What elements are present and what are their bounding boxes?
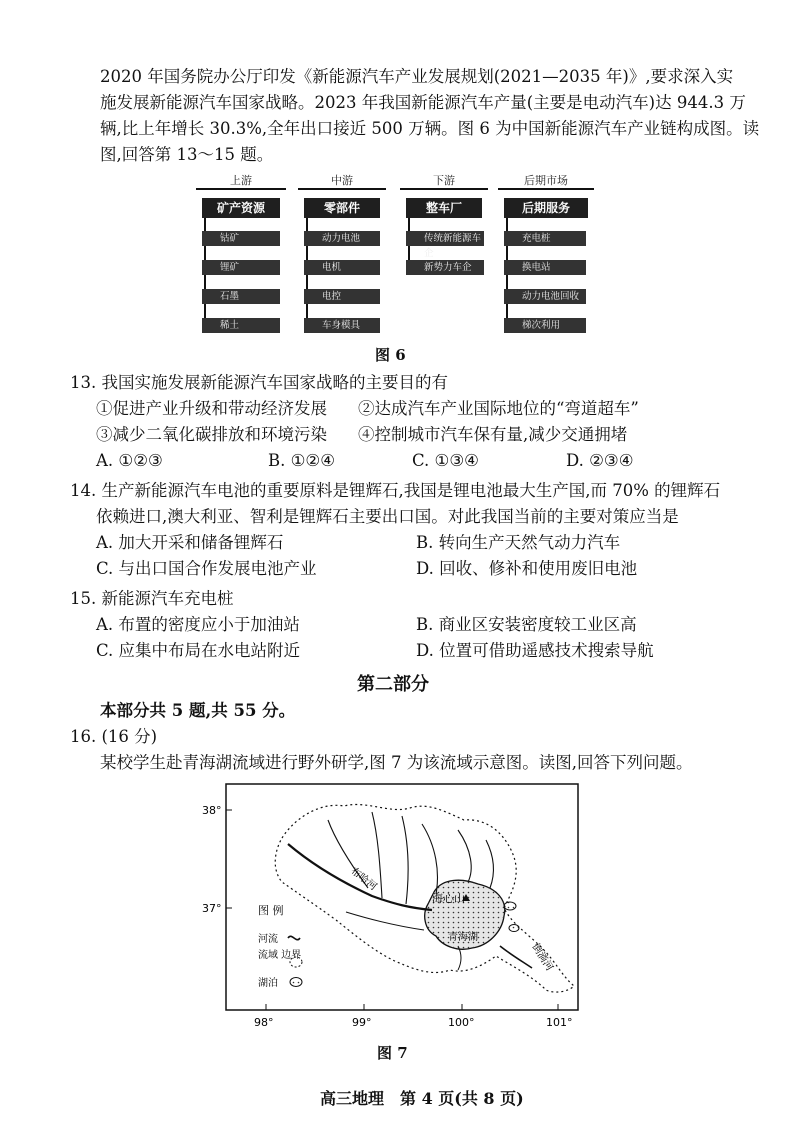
chain-item: 电机 bbox=[304, 260, 380, 275]
stage-line bbox=[196, 188, 286, 190]
legend-river-label: 河流 bbox=[258, 934, 278, 945]
part-2-note: 本部分共 5 题,共 55 分。 bbox=[100, 701, 296, 720]
legend-lake-icon bbox=[290, 978, 302, 987]
q14-choice-c: C. 与出口国合作发展电池产业 bbox=[96, 559, 317, 578]
q15-choice-a: A. 布置的密度应小于加油站 bbox=[96, 615, 300, 634]
legend-title: 图 例 bbox=[258, 904, 284, 917]
legend-boundary-label: 流域 边界 bbox=[258, 950, 302, 961]
tributary bbox=[346, 912, 424, 930]
stage-label: 下游 bbox=[433, 174, 455, 187]
part-2-heading: 第二部分 bbox=[357, 674, 429, 695]
q14-stem-line-1: 14. 生产新能源汽车电池的重要原料是锂辉石,我国是锂电池最大生产国,而 70% 的锂辉石 bbox=[70, 481, 721, 500]
chain-item: 电控 bbox=[304, 289, 380, 304]
q16-stem: 某校学生赴青海湖流域进行野外研学,图 7 为该流域示意图。读图,回答下列问题。 bbox=[100, 753, 693, 772]
stage-title: 整车厂 bbox=[406, 198, 482, 218]
chain-column-downstream bbox=[400, 172, 488, 282]
stage-title: 矿产资源 bbox=[202, 198, 280, 218]
stage-title: 后期服务 bbox=[504, 198, 588, 218]
chain-item: 充电桩 bbox=[504, 231, 586, 246]
q13-option-1: ①促进产业升级和带动经济发展 bbox=[96, 399, 327, 418]
q13-choice-b: B. ①②④ bbox=[268, 451, 335, 470]
q13-choice-c: C. ①③④ bbox=[412, 451, 479, 470]
lat-label: 38° bbox=[202, 804, 222, 817]
q14-choice-b: B. 转向生产天然气动力汽车 bbox=[416, 533, 621, 552]
lon-label: 101° bbox=[546, 1016, 573, 1029]
lat-label: 37° bbox=[202, 902, 222, 915]
chain-item: 稀土 bbox=[202, 318, 280, 333]
legend-river-icon bbox=[288, 936, 300, 939]
stage-label: 上游 bbox=[230, 174, 252, 187]
chain-column-aftermarket bbox=[498, 172, 594, 342]
chain-item: 新势力车企 bbox=[406, 260, 484, 275]
chain-item: 动力电池回收 bbox=[504, 289, 586, 304]
river-label-daotang: 倒淌河 bbox=[529, 941, 555, 974]
chain-item: 石墨 bbox=[202, 289, 280, 304]
q13-option-3: ③减少二氧化碳排放和环境污染 bbox=[96, 425, 327, 444]
q13-choice-d: D. ②③④ bbox=[566, 451, 634, 470]
page-footer: 高三地理 第 4 页(共 8 页) bbox=[320, 1089, 524, 1108]
small-lake bbox=[504, 902, 516, 910]
lon-label: 98° bbox=[254, 1016, 274, 1029]
figure-6-caption: 图 6 bbox=[375, 346, 406, 364]
stage-label: 中游 bbox=[331, 174, 353, 187]
chain-column-midstream bbox=[298, 172, 386, 342]
intro-line-2: 施发展新能源汽车国家战略。2023 年我国新能源汽车产量(主要是电动汽车)达 944.3 万 bbox=[100, 93, 746, 112]
q13-option-4: ④控制城市汽车保有量,减少交通拥堵 bbox=[358, 425, 628, 444]
q15-choice-b: B. 商业区安装密度较工业区高 bbox=[416, 615, 637, 634]
chain-item: 动力电池 bbox=[304, 231, 380, 246]
q15-choice-d: D. 位置可借助遥感技术搜索导航 bbox=[416, 641, 654, 660]
stage-label: 后期市场 bbox=[524, 174, 568, 187]
small-lake bbox=[509, 925, 519, 932]
tributary bbox=[486, 840, 493, 888]
q16-number: 16. (16 分) bbox=[70, 727, 158, 746]
lon-label: 99° bbox=[352, 1016, 372, 1029]
chain-item: 车身模具 bbox=[304, 318, 380, 333]
intro-line-1: 2020 年国务院办公厅印发《新能源汽车产业发展规划(2021—2035 年)》,要求深入实 bbox=[100, 67, 734, 86]
stage-title: 零部件 bbox=[304, 198, 380, 218]
figure-7-caption: 图 7 bbox=[377, 1044, 408, 1062]
chain-item: 换电站 bbox=[504, 260, 586, 275]
q14-choice-d: D. 回收、修补和使用废旧电池 bbox=[416, 559, 638, 578]
q13-choice-a: A. ①②③ bbox=[96, 451, 163, 470]
tributary bbox=[422, 824, 437, 894]
stage-line bbox=[298, 188, 386, 190]
q14-choice-a: A. 加大开采和储备锂辉石 bbox=[96, 533, 284, 552]
figure-7-map bbox=[196, 780, 616, 1060]
mountain-label: 海心山 bbox=[432, 892, 465, 905]
intro-line-4: 图,回答第 13～15 题。 bbox=[100, 145, 274, 164]
lon-label: 100° bbox=[448, 1016, 475, 1029]
q13-option-2: ②达成汽车产业国际地位的“弯道超车” bbox=[358, 399, 639, 418]
chain-item: 钴矿 bbox=[202, 231, 280, 246]
basin-boundary bbox=[275, 804, 574, 992]
tributary bbox=[458, 830, 471, 882]
chain-column-upstream bbox=[196, 172, 286, 342]
stage-line bbox=[400, 188, 488, 190]
chain-item: 梯次利用 bbox=[504, 318, 586, 333]
chain-item: 锂矿 bbox=[202, 260, 280, 275]
q14-stem-line-2: 依赖进口,澳大利亚、智利是锂辉石主要出口国。对此我国当前的主要对策应当是 bbox=[96, 507, 679, 526]
intro-line-3: 辆,比上年增长 30.3%,全年出口接近 500 万辆。图 6 为中国新能源汽车产业链构成图。读 bbox=[100, 119, 760, 138]
legend-lake-label: 湖泊 bbox=[258, 978, 278, 989]
daotang-river bbox=[500, 946, 532, 968]
lake-label: 青海湖 bbox=[448, 932, 478, 943]
stage-line bbox=[498, 188, 594, 190]
q15-choice-c: C. 应集中布局在水电站附近 bbox=[96, 641, 301, 660]
q13-stem: 13. 我国实施发展新能源汽车国家战略的主要目的有 bbox=[70, 373, 448, 392]
chain-item: 传统新能源车企 bbox=[406, 231, 484, 246]
q15-stem: 15. 新能源汽车充电桩 bbox=[70, 589, 234, 608]
tributary bbox=[402, 816, 408, 904]
river-label-buha: 布哈河 bbox=[348, 865, 379, 893]
